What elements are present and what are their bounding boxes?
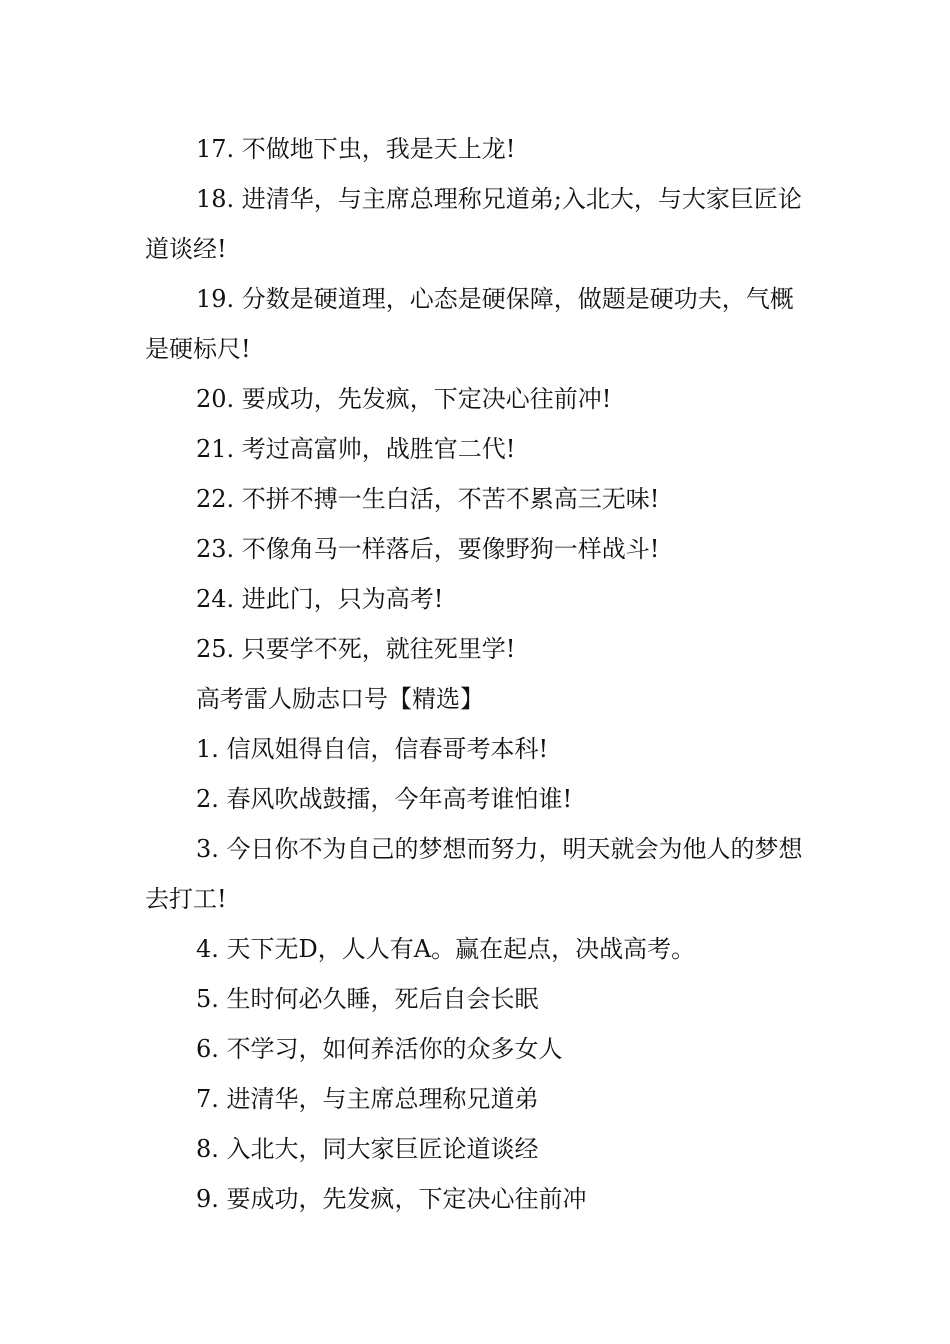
document-body xyxy=(145,124,810,1224)
list-item: 17. 不做地下虫，我是天上龙! xyxy=(196,135,516,163)
list-item: 9. 要成功，先发疯，下定决心往前冲 xyxy=(196,1185,587,1213)
list-item: 20. 要成功，先发疯，下定决心往前冲! xyxy=(196,385,612,413)
list-item: 24. 进此门，只为高考! xyxy=(196,585,444,613)
list-item: 22. 不拼不搏一生白活，不苦不累高三无味! xyxy=(196,485,660,513)
list-item: 3. 今日你不为自己的梦想而努力，明天就会为他人的梦想去打工! xyxy=(145,835,803,913)
list-item: 25. 只要学不死，就往死里学! xyxy=(196,635,516,663)
list-item: 23. 不像角马一样落后，要像野狗一样战斗! xyxy=(196,535,660,563)
list-item: 21. 考过高富帅，战胜官二代! xyxy=(196,435,516,463)
list-item: 4. 天下无D，人人有A。赢在起点，决战高考。 xyxy=(196,935,696,963)
list-item: 2. 春风吹战鼓擂，今年高考谁怕谁! xyxy=(196,785,573,813)
list-item: 19. 分数是硬道理，心态是硬保障，做题是硬功夫，气概是硬标尺! xyxy=(145,285,794,363)
list-item: 1. 信凤姐得自信，信春哥考本科! xyxy=(196,735,549,763)
section-heading: 高考雷人励志口号【精选】 xyxy=(196,685,484,713)
list-item: 5. 生时何必久睡，死后自会长眠 xyxy=(196,985,539,1013)
list-item: 18. 进清华，与主席总理称兄道弟;入北大，与大家巨匠论道谈经! xyxy=(145,185,802,263)
list-item: 6. 不学习，如何养活你的众多女人 xyxy=(196,1035,563,1063)
list-item: 8. 入北大，同大家巨匠论道谈经 xyxy=(196,1135,539,1163)
list-item: 7. 进清华，与主席总理称兄道弟 xyxy=(196,1085,539,1113)
